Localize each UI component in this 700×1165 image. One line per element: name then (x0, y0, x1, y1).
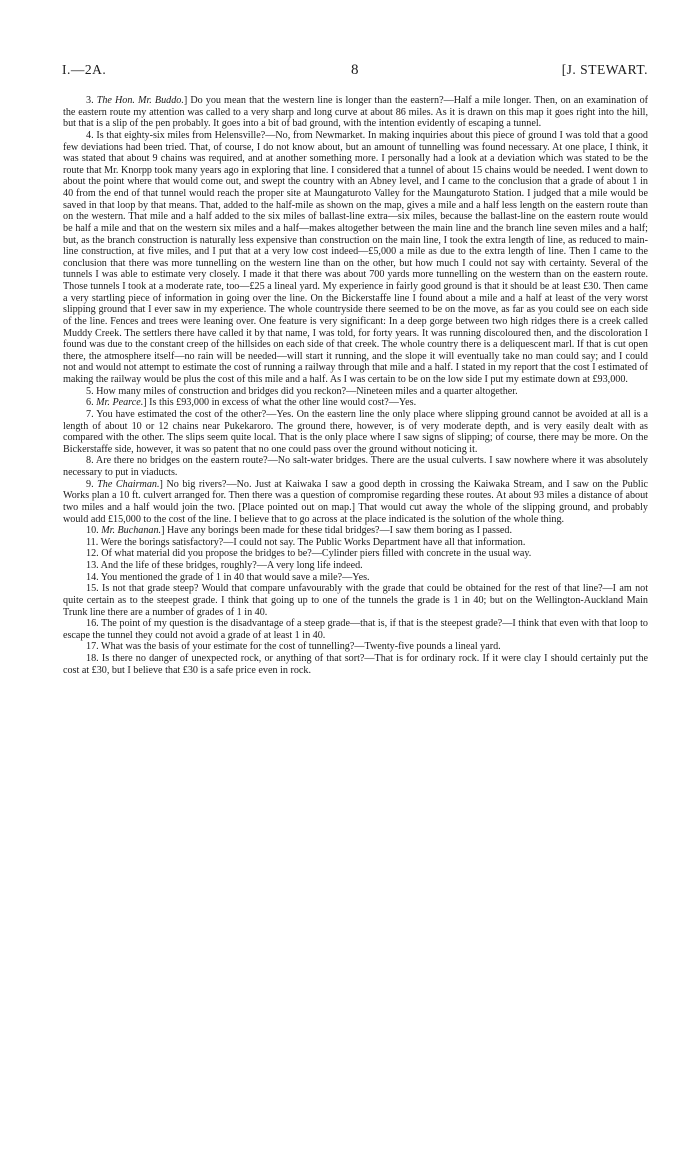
question-answer-text: Were the borings satisfactory?—I could not say. The Public Works Department have all that information. (100, 536, 526, 548)
question-number: 10. (86, 525, 99, 537)
question-paragraph (63, 560, 648, 572)
question-answer-text: And the life of these bridges, roughly?—A very long life indeed. (100, 560, 363, 571)
question-paragraph: 10. Mr. Buchanan.] Have any borings been made for these tidal bridges?—I saw them boring as I passed. (86, 525, 512, 537)
question-number: 5. (86, 385, 94, 397)
speaker-name: The Chairman. (97, 478, 160, 490)
question-answer-text: Is that eighty-six miles from Helensville?—No, from Newmarket. In making inquiries about this piece of ground I was told that a good few deviations had been tried. That, of course, I do not know about, but an amount of tunnelling was found necessary. At one place, I think, it was stated that about 9 chains was required, and at another something more. I personally had a look at a deviation which was stated to be the route that Mr. Knorpp took many years ago in exploring that line. I considered that a tunnel of about 15 chains would be needed. I went down to about the point where that would come out, and swept the country with an Abney level, and I came to the conclusion that a grade of about 1 in 40 from the end of that tunnel would reach the proper site at Maungaturoto Valley for the Maungaturoto Station. I judged that a mile would be saved in that loop by that means. That, added to the half-mile as shown on the map, gives a mile and a half less length on the eastern route than on the western. That mile and a half added to the six miles of ballast-line extra—six miles, because the ballast-line on the eastern route would be half a mile and that on the western six miles and a half—makes altogether between the main line and the branch line seven miles and a half; but, as the branch construction is naturally less expensive than construction on the main line, I took the extra length of line, as reduced to main-line construction, at five miles, and I put that at a very low cost indeed—£5,000 a mile as due to the extra length of line. Then I came to the conclusion that there was more tunnelling on the western line than on the other, but how much I could not say with certainty. Several of the tunnels I was able to estimate very closely. I made it that there was about 700 yards more tunnelling on the western than on the eastern route. Those tunnels I took at a moderate rate, too—£25 a lineal yard. My experience in fairly good ground is that it should be at least £30. Then came a very startling piece of information in going over the line. On the Bickerstaffe line I found about a mile and a half at least of the very worst slipping ground that I ever saw in my experience. The whole countryside there seemed to be on the move, as far as you could see on each side of the line. Fences and trees were leaning over. One feature is very significant: In a deep gorge between two high ridges there is a creek called Muddy Creek. The settlers there have called it by that name, I was told, for forty years. It was running discoloured then, and the discoloration I found was due to the constant creep of the hillsides on each side of that creek. The whole country there is a deliquescent marl. If that is cut open there, the atmosphere itself—no rain will be needed—will start it running, and the slope it will eventually take no man could say; and I could not and would not attempt to estimate the cost of running a railway through that mile and a half. I stated in my report that the cost I estimated of making the railway would be plus the cost of this mile and a half. As I was certain to be on the low side I put my estimate down at £93,000. (63, 129, 648, 385)
question-answer-text: Have any borings been made for these tidal bridges?—I saw them boring as I passed. (167, 525, 512, 537)
page-header (62, 62, 648, 84)
question-paragraph (63, 583, 648, 618)
question-paragraph (63, 409, 648, 456)
question-answer-text: Is there no danger of unexpected rock, or anything of that sort?—That is for ordinary rock. If it were clay I should certainly put the cost at £30, but I believe that £30 is a safe price even in rock. (63, 653, 649, 676)
question-answer-text: Is not that grade steep? Would that compare unfavourably with the grade that could be obtained for the rest of that line?—I am not quite certain as to the steepest grade. I think that going up to one of the tunnels the grade is 1 in 40; but on the Wellington-Auckland Main Trunk line there are a number of grades of 1 in 40. (63, 583, 649, 618)
question-answer-text: Are there no bridges on the eastern route?—No salt-water bridges. There are the usual culverts. I saw nowhere where it was absolutely necessary to put in viaducts. (63, 455, 648, 478)
question-number: 7. (86, 408, 94, 420)
question-number: 17. (86, 641, 99, 653)
speaker-name: Mr. Pearce. (96, 397, 144, 409)
question-paragraph (63, 386, 648, 398)
question-answer-text: No big rivers?—No. Just at Kaiwaka I saw a good depth in crossing the Kaiwaka Stream, and I saw on the Public Works plan a 10 ft. culvert arranged for. Then there was a question of compromise regarding these routes. At about 93 miles a distance of about two miles and a half would join the two. [Place pointed out on map.] That would cut away the whole of the slipping ground, and probably would add £15,000 to the cost of the line. I believe that to go across at the place indicated is the solution of the whole thing. (63, 478, 649, 525)
question-answer-text: The point of my question is the disadvantage of a steep grade—that is, if that is the steepest grade?—I think that even with that loop to escape the tunnel they could not avoid a grade of at least 1 in 40. (63, 618, 648, 641)
question-paragraph: 9. The Chairman.] No big rivers?—No. Just at Kaiwaka I saw a good depth in crossing the Kaiwaka Stream, and I saw on the Public Works plan a 10 ft. culvert arranged for. Then there was a question of compromise regarding these routes. At about 93 miles a distance of about two miles and a half would join the two. [Place pointed out on map.] That would cut away the whole of the slipping ground, and probably would add £15,000 to the cost of the line. I believe that to go across at the place indicated is the solution of the whole thing. (63, 478, 649, 525)
question-number: 18. (86, 653, 99, 664)
speaker-name: Mr. Buchanan. (101, 525, 162, 537)
question-answer-text: Of what material did you propose the bridges to be?—Cylinder piers filled with concrete in the usual way. (101, 548, 532, 560)
question-answer-text: You mentioned the grade of 1 in 40 that would save a mile?—Yes. (100, 571, 370, 583)
question-answer-text: You have estimated the cost of the other?—Yes. On the eastern line the only place where slipping ground cannot be avoided at all is a length of about 10 or 12 chains near Pukekaroro. The ground there, however, is of very moderate depth, and is very easily dealt with as compared with the other. The slips seem quite local. That is the only place where I saw signs of slipping; of course, there may be more. On the Bickerstaffe side, however, it was so patent that no one could pass over the ground without noticing it. (63, 408, 648, 455)
question-paragraph (63, 572, 648, 584)
question-number: 11. (86, 536, 99, 548)
question-number: 9. (86, 478, 94, 490)
question-answer-text: Is this £93,000 in excess of what the other line would cost?—Yes. (149, 397, 417, 409)
question-answer-text: What was the basis of your estimate for the cost of tunnelling?—Twenty-five pounds a lineal yard. (101, 641, 501, 653)
testimony-body (63, 95, 648, 676)
question-number: 8. (86, 455, 94, 467)
question-paragraph (63, 537, 648, 549)
question-paragraph: 6. Mr. Pearce.] Is this £93,000 in excess of what the other line would cost?—Yes. (86, 397, 417, 409)
question-paragraph (63, 641, 648, 653)
question-number: 3. (86, 95, 94, 106)
question-paragraph (63, 618, 648, 641)
question-paragraph: 3. The Hon. Mr. Buddo.] Do you mean that the western line is longer than the eastern?—Half a mile longer. Then, on an examination of the eastern route my attention was called to a very sharp and long curve at about 86 miles. As it is drawn on this map it goes right into the hill, but that is a slip of the pen probably. It goes into a bit of bad ground, with the intention evidently of escaping a tunnel. (63, 95, 649, 130)
question-answer-text: How many miles of construction and bridges did you reckon?—Nineteen miles and a quarter altogether. (96, 385, 518, 397)
question-number: 12. (86, 548, 99, 560)
question-number: 13. (86, 560, 99, 571)
question-paragraph (63, 130, 648, 386)
witness-name: [J. STEWART. (561, 62, 648, 77)
question-number: 16. (86, 618, 99, 630)
question-paragraph (63, 653, 648, 676)
speaker-name: The Hon. Mr. Buddo. (96, 95, 184, 106)
question-number: 15. (86, 583, 99, 595)
question-paragraph (63, 548, 648, 560)
question-number: 4. (86, 129, 94, 141)
question-answer-text: Do you mean that the western line is longer than the eastern?—Half a mile longer. Then, on an examination of the eastern route my attention was called to a very sharp and long curve at about 86 miles. As it is drawn on this map it goes right into the hill, but that is a slip of the pen probably. It goes into a bit of bad ground, with the intention evidently of escaping a tunnel. (63, 95, 649, 130)
question-number: 6. (86, 397, 94, 409)
parliamentary-paper-reference: I.—2A. (62, 62, 107, 77)
page-number: 8 (351, 62, 359, 78)
question-number: 14. (86, 571, 99, 583)
question-paragraph (63, 455, 648, 478)
